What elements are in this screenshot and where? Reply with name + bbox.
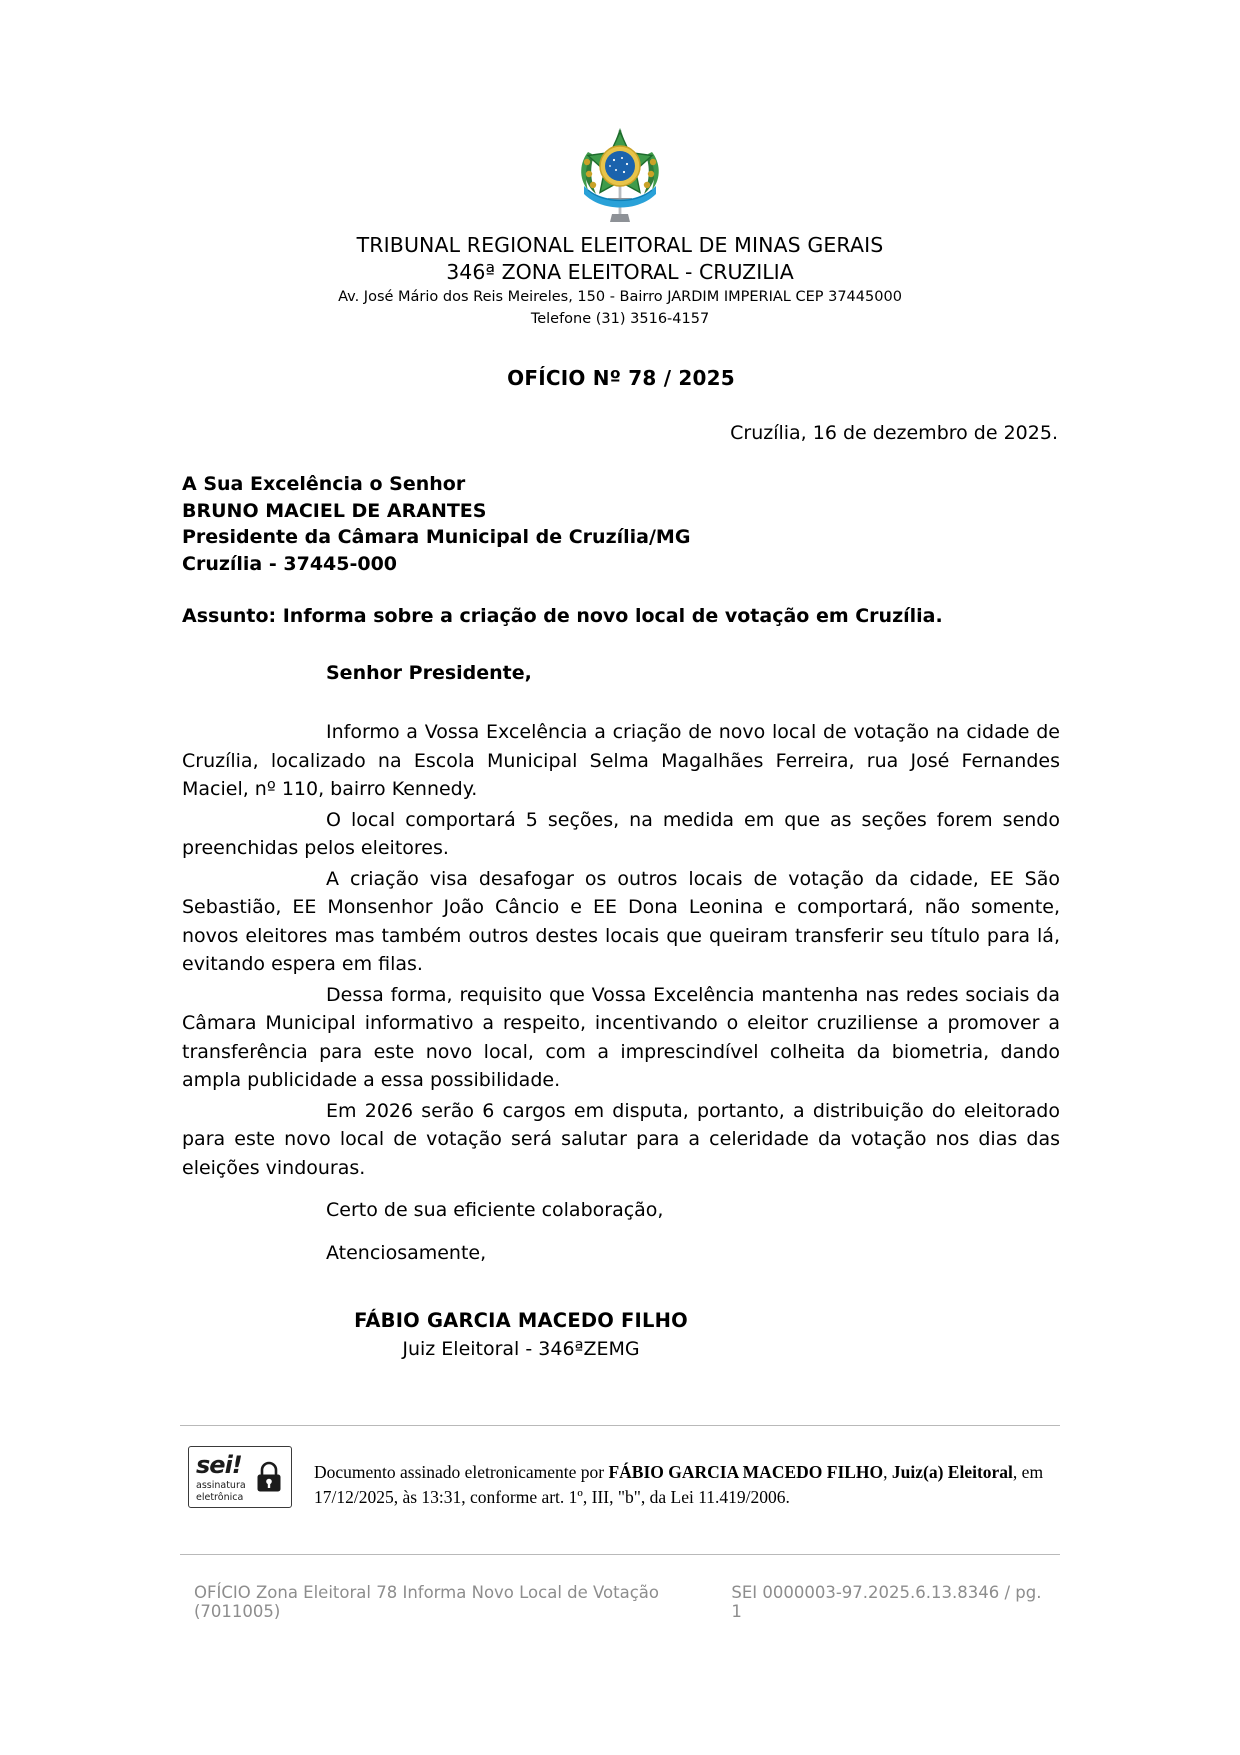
signature-block xyxy=(182,1307,1060,1363)
salutation: Senhor Presidente, xyxy=(326,662,532,684)
electronic-signature-block xyxy=(180,1426,1060,1510)
date-line: Cruzília, 16 de dezembro de 2025. xyxy=(730,422,1058,444)
brasao-da-republica-icon xyxy=(572,122,668,226)
signature-certification-text xyxy=(314,1442,1043,1510)
body-paragraph-2: O local comportará 5 seções, na medida em que as seções forem sendo preenchidas pelos eleitores. xyxy=(182,808,1060,859)
footer-document-reference: OFÍCIO Zona Eleitoral 78 Informa Novo Local de Votação (7011005) xyxy=(194,1583,659,1621)
cert-prefix: Documento assinado eletronicamente por xyxy=(314,1462,609,1482)
addressee-line-4: Cruzília - 37445-000 xyxy=(182,552,398,575)
body-paragraph-4: Dessa forma, requisito que Vossa Excelência mantenha nas redes sociais da Câmara Municipal informativo a respeito, incentivando o eleitor cruziliense a promover a transferência para este novo local, com a imprescindível colheita da biometria, dando ampla publicidade a essa possibilidade. xyxy=(182,983,1060,1091)
addressee-block xyxy=(182,471,1060,577)
letter-body xyxy=(180,366,1060,1363)
closing-line-2: Atenciosamente, xyxy=(326,1241,487,1264)
closing-line-1: Certo de sua eficiente colaboração, xyxy=(326,1199,664,1221)
subject-line: Assunto: Informa sobre a criação de novo local de votação em Cruzília. xyxy=(182,605,943,627)
organization-name: TRIBUNAL REGIONAL ELEITORAL DE MINAS GERAIS xyxy=(356,233,884,257)
addressee-line-1: A Sua Excelência o Senhor xyxy=(182,473,466,495)
cert-mid: , xyxy=(883,1462,892,1482)
sei-badge-line-1: assinatura xyxy=(196,1480,246,1491)
lock-icon xyxy=(254,1460,284,1494)
address-line: Av. José Mário dos Reis Meireles, 150 - Bairro JARDIM IMPERIAL CEP 37445000 xyxy=(338,289,902,305)
cert-suffix: , em xyxy=(1012,1462,1044,1482)
cert-signer: FÁBIO GARCIA MACEDO FILHO xyxy=(608,1462,884,1482)
body-paragraph-5: Em 2026 serão 6 cargos em disputa, portanto, a distribuição do eleitorado para este novo local de votação será salutar para a celeridade da votação nos dias das eleições vindouras. xyxy=(182,1099,1060,1179)
sei-badge-line-2: eletrônica xyxy=(196,1492,244,1503)
body-paragraph-3: A criação visa desafogar os outros locais de votação da cidade, EE São Sebastião, EE Monsenhor João Câncio e EE Dona Leonina e comportará, não somente, novos eleitores mas também outros destes locais que queiram transferir seu título para lá, evitando espera em filas. xyxy=(182,867,1060,975)
cert-role: Juiz(a) Eleitoral xyxy=(891,1462,1013,1482)
signer-role: Juiz Eleitoral - 346ªZEMG xyxy=(402,1338,640,1360)
letterhead xyxy=(0,232,1240,330)
footer-sei-reference: SEI 0000003-97.2025.6.13.8346 / pg. 1 xyxy=(731,1583,1042,1621)
signer-name: FÁBIO GARCIA MACEDO FILHO xyxy=(354,1309,688,1332)
phone-line: Telefone (31) 3516-4157 xyxy=(530,311,710,327)
body-paragraph-1: Informo a Vossa Excelência a criação de novo local de votação na cidade de Cruzília, localizado na Escola Municipal Selma Magalhães Ferreira, rua José Fernandes Maciel, nº 110, bairro Kennedy. xyxy=(182,721,1060,800)
cert-line-2: 17/12/2025, às 13:31, conforme art. 1º, III, "b", da Lei 11.419/2006. xyxy=(314,1487,790,1507)
electoral-zone: 346ª ZONA ELEITORAL - CRUZILIA xyxy=(446,260,794,284)
emblem-container xyxy=(0,0,1240,226)
addressee-line-3: Presidente da Câmara Municipal de Cruzília/MG xyxy=(182,526,691,548)
document-title: OFÍCIO Nº 78 / 2025 xyxy=(507,366,735,390)
sei-logo-text: sei! xyxy=(196,1451,242,1479)
page-footer xyxy=(180,1555,1060,1621)
addressee-line-2: BRUNO MACIEL DE ARANTES xyxy=(182,499,487,522)
sei-stamp xyxy=(188,1446,292,1508)
